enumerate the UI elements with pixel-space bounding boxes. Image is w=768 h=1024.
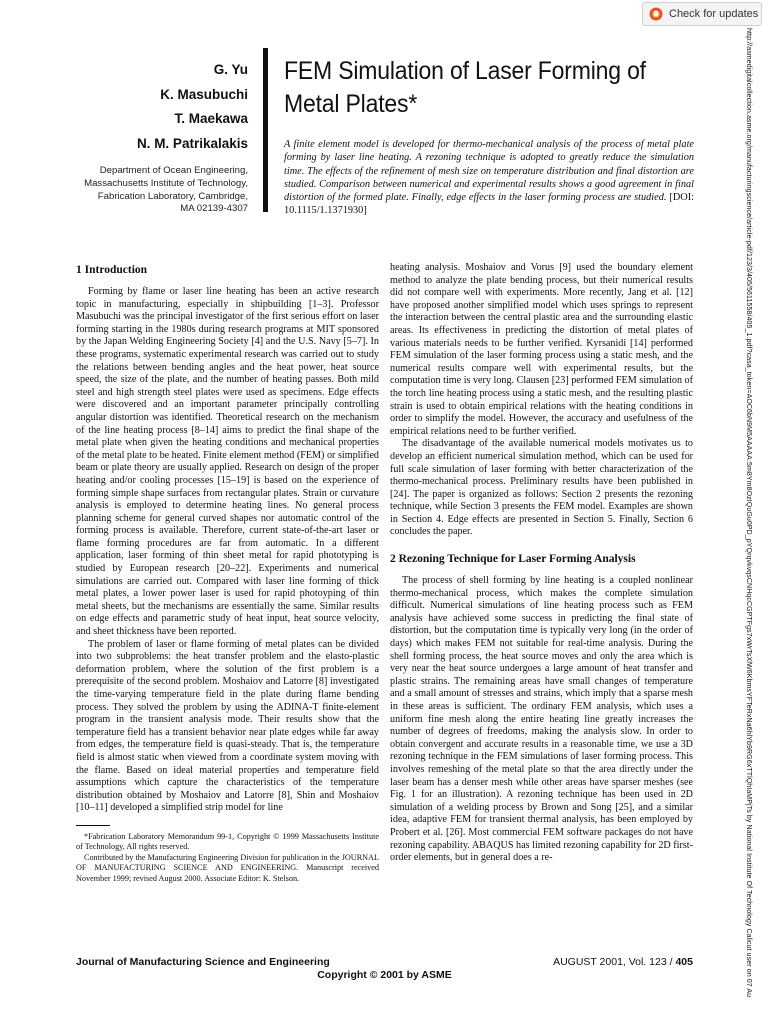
paragraph: The disadvantage of the available numerical models motivates us to develop an efficient numerical simulation method, which can be used for full scale simulation of laser forming with better characterization of the thermo-mechanical process. Preliminary results have been published in [24]. The paper is organized as follows: Section 2 presents the rezoning technique, while Section 3 presents the FEM model. Examples are shown in Section 4. Edge effects are presented in Section 5. Finally, Section 6 concludes the paper. bbox=[390, 438, 693, 538]
abstract bbox=[284, 138, 694, 218]
affiliation-line: Massachusetts Institute of Technology, bbox=[84, 177, 248, 189]
footnote: *Fabrication Laboratory Memorandum 99-1, Copyright © 1999 Massachusetts Institute of Technology, All rights reserved. bbox=[76, 831, 379, 852]
affiliation-line: Department of Ocean Engineering, bbox=[99, 165, 248, 176]
bookmark-ribbon-icon bbox=[649, 7, 663, 21]
affiliation bbox=[48, 165, 248, 216]
footnote: Contributed by the Manufacturing Engineering Division for publication in the JOURNAL OF MANUFACTURING SCIENCE AND ENGINEERING. Manuscript received November 1999; revised August 2000. Associate Editor: K. Stelson. bbox=[76, 852, 379, 883]
paper-title: FEM Simulation of Laser Forming of Metal Plates* bbox=[284, 57, 646, 118]
title-divider bbox=[263, 48, 268, 212]
left-column bbox=[76, 262, 379, 884]
right-column bbox=[390, 262, 693, 865]
author-list bbox=[137, 58, 248, 156]
footnote-rule bbox=[76, 825, 110, 826]
paragraph: Forming by flame or laser line heating has been an active research topic in manufacturing, especially in shipbuilding [1–3]. Professor Masubuchi was the principal investigator of the first serious effort on laser forming starting in the 1980s during research programs at MIT sponsored by the Japan Welding Engineering Society [4] and the U.S. Navy [5–7]. In these programs, systematic experimental research was carried out to study the relations between bending angles and the heat power, heat source speed, the size of the plate, and the number of heating passes. Both mild steel and high strength steel plates were used as specimens. Edge effects were discovered and an important parameter principally controlling angular distortion was identified. Theoretical research on the mechanism of the line heating process [8–14] aims to predict the final shape of the metal plate when given the heating conditions and mechanical properties of the metal plate to be heated. Finite element method (FEM) or simplified beam or plate theory are usually applied. Research on design of the proper heating and/or cooling processes [15–19] is based on the experience of forming simple shape surfaces from rectangular plates. Strain or curvature analysis is employed to determine heating lines. No general process planning scheme for general curved shapes nor automatic control of the forming process is available. Therefore, current state-of-the-art laser or flame forming procedures are far from automatic. In a different application, laser forming of thin sheet metal for rapid phototyping is studied by European research [20–22]. Experiments and numerical simulations are carried out. Compared with laser line forming of thick metal plates, a lower power laser is used for rapid photoyping of thin metal sheets, but the mechanisms are essentially the same. Similar results on edge effects and parametric study of heat input, heat source velocity, and sheet thickness have been reported. bbox=[76, 286, 379, 638]
paragraph: The process of shell forming by line heating is a coupled nonlinear thermo-mechanical process, which makes the complete simulation difficult. Numerical simulations of line heating process such as FEM analysis have achieved some success in predicting the final state of distortion, but the computation time is typically very long (in the order of days) which makes FEM not suitable for real-time analysis. During the shell forming process, the heat source moves and only the area which is very near the heat source undergoes a large amount of heat transfer and plastic strains. The remaining areas have small changes of temperature and a small amount of stresses and strains, which imply that a sparse mesh in these areas is sufficient. The ordinary FEM analysis, which uses a uniform fine mesh along the entire heating line greatly increases the number of degrees of freedoms, making the analysis slow. In order to obtain convergent and accurate results in a reasonable time, we use a 3D rezoning technique in the FEM simulations of laser forming process. This involves remeshing of the metal plate so that the area directly under the laser beam has a denser mesh while other areas have sparser meshes (see Fig. 1 for an illustration). A rezoning technique has been used in 2D simulation of a welding process by Brown and Song [25], and a similar idea, adaptive FEM for transient thermal analysis, has been employed by Probert et al. [26]. Most commercial FEM software packages do not have rezoning capability. ABAQUS has limited rezoning capability for 2D first-order elements, but in general does a re- bbox=[390, 575, 693, 864]
issue-info bbox=[553, 956, 693, 968]
download-watermark: http://asmedigitalcollection.asme.org/manufacturingscience/article-pdf/123/3/405/5611558/405_1.pdf?casa_token=AOC6bN9M5AAAAA:5m8Ym8OzIQuGu0PD_pYQrqvkvqsCNHqcCGPTFgs7xWrTsXlW6KbmsYFTeRxNa6hlYb9RG6xTTlQhIaMPjTs by National Institute Of Technology Calicut user on 07 Au bbox=[745, 28, 752, 998]
paragraph: The problem of laser or flame forming of metal plates can be divided into two subproblems: the heat transfer problem and the elasto-plastic deformation problem, where the solution of the first problem is a prerequisite of the second problem. Moshaiov and Latorre [8] investigated the time-varying temperature field in the plate during flame bending process. They solved the problem by using the ADINA-T finite-element program in the transient analysis mode. Their results show that the temperature field has a transient behavior near plate edges while far away from edges, the temperature field is quasi-steady. That is, the temperature field is almost static when viewed from a coordinate system moving with the flame. Based on ideal material properties and temperature field assumptions which capture the characteristics of the temperature distribution obtained by Moshaiov and Latorre [8], Shin and Moshaiov [10–11] developed a simplified strip model for line bbox=[76, 638, 379, 814]
affiliation-line: Fabrication Laboratory, Cambridge, bbox=[97, 190, 248, 202]
page-number: 405 bbox=[675, 956, 693, 968]
copyright: Copyright © 2001 by ASME bbox=[317, 969, 452, 981]
issue-text: AUGUST 2001, Vol. 123 / bbox=[553, 956, 673, 968]
abstract-text: A finite element model is developed for thermo-mechanical analysis of the process of metal plate forming by laser line heating. A rezoning technique is adopted to greatly reduce the simulation time. The effects of the refinement of mesh size on temperature distribution and final distortion are studied. Comparison between numerical and experimental results shows a good agreement in final distortion of the formed plate. Finally, edge effects in the laser forming process are studied. bbox=[284, 139, 694, 204]
section-heading: 1 Introduction bbox=[76, 264, 148, 276]
check-for-updates-label: Check for updates bbox=[669, 8, 759, 20]
author-name: T. Maekawa bbox=[174, 111, 248, 126]
footnotes bbox=[76, 832, 379, 884]
check-for-updates-badge[interactable] bbox=[642, 2, 762, 26]
author-name: K. Masubuchi bbox=[160, 86, 248, 102]
author-name: N. M. Patrikalakis bbox=[136, 135, 248, 151]
section-heading: 2 Rezoning Technique for Laser Forming Analysis bbox=[390, 553, 636, 566]
journal-name: Journal of Manufacturing Science and Engineering bbox=[76, 956, 330, 968]
paragraph: heating analysis. Moshaiov and Vorus [9] used the boundary element method to analyze the plate bending process, but their numerical results did not compare well with experiments. More recently, Jang et al. [12] have proposed another simplified model which uses springs to represent the interaction between the central plastic area and the surrounding elastic areas. Its effectiveness in predicting the distortion of metal plates of various materials needs to be further verified. Kyrsanidi [14] performed FEM simulation of the laser forming process using a static mesh, and the numerical results compare well with experimental results, but the computation time is very long. Clausen [23] performed FEM simulation of the torch line heating process using a static mesh, and the resulting plastic strain is used to obtain empirical relations with the heating conditions in order to simplify the model. However, the accuracy and usefulness of the empirical relations need to be further verified. bbox=[390, 262, 693, 437]
author-name: G. Yu bbox=[213, 62, 248, 77]
doi-link[interactable]: [DOI: 10.1115/1.1371930] bbox=[284, 192, 695, 217]
affiliation-line: MA 02139-4307 bbox=[180, 203, 248, 215]
